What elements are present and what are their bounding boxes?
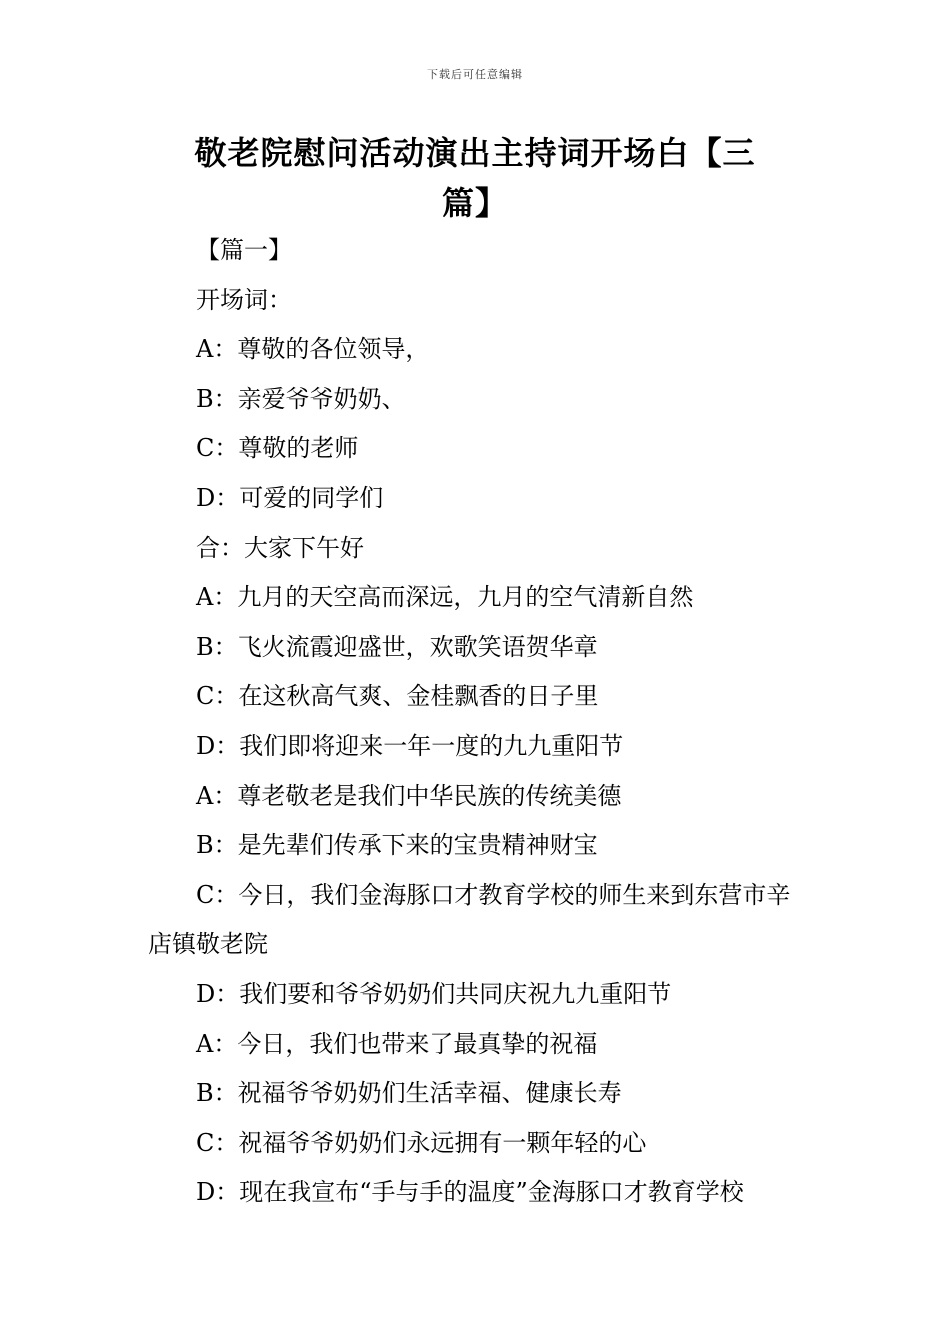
paragraph: C：祝福爷爷奶奶们永远拥有一颗年轻的心 bbox=[196, 1128, 647, 1157]
paragraph: 开场词： bbox=[196, 285, 292, 314]
paragraph: B：亲爱爷爷奶奶、 bbox=[196, 384, 406, 413]
paragraph: D：可爱的同学们 bbox=[196, 483, 384, 512]
paragraph: C：在这秋高气爽、金桂飘香的日子里 bbox=[196, 682, 599, 711]
page-header-note: 下载后可任意编辑 bbox=[427, 68, 523, 81]
paragraph: B：是先辈们传承下来的宝贵精神财宝 bbox=[196, 831, 598, 860]
paragraph: B：祝福爷爷奶奶们生活幸福、健康长寿 bbox=[196, 1079, 622, 1108]
paragraph: C：尊敬的老师 bbox=[196, 434, 359, 463]
document-body bbox=[148, 226, 808, 1218]
document-title: 敬老院慰问活动演出主持词开场白【三篇】 bbox=[194, 134, 756, 222]
paragraph: D：我们要和爷爷奶奶们共同庆祝九九重阳节 bbox=[196, 979, 672, 1008]
paragraph: A：尊老敬老是我们中华民族的传统美德 bbox=[196, 781, 622, 810]
paragraph: D：现在我宣布“手与手的温度”金海豚口才教育学校 bbox=[196, 1178, 744, 1207]
paragraph: A：今日，我们也带来了最真挚的祝福 bbox=[196, 1029, 598, 1058]
paragraph: B：飞火流霞迎盛世，欢歌笑语贺华章 bbox=[196, 632, 598, 661]
paragraph: 合：大家下午好 bbox=[196, 533, 364, 562]
paragraph-section-heading: 【篇一】 bbox=[196, 236, 292, 264]
paragraph: A：九月的天空高而深远，九月的空气清新自然 bbox=[196, 583, 694, 612]
paragraph: D：我们即将迎来一年一度的九九重阳节 bbox=[196, 731, 624, 760]
paragraph: C：今日，我们金海豚口才教育学校的师生来到东营市辛店镇敬老院 bbox=[148, 880, 791, 959]
paragraph: A：尊敬的各位领导， bbox=[196, 335, 430, 364]
